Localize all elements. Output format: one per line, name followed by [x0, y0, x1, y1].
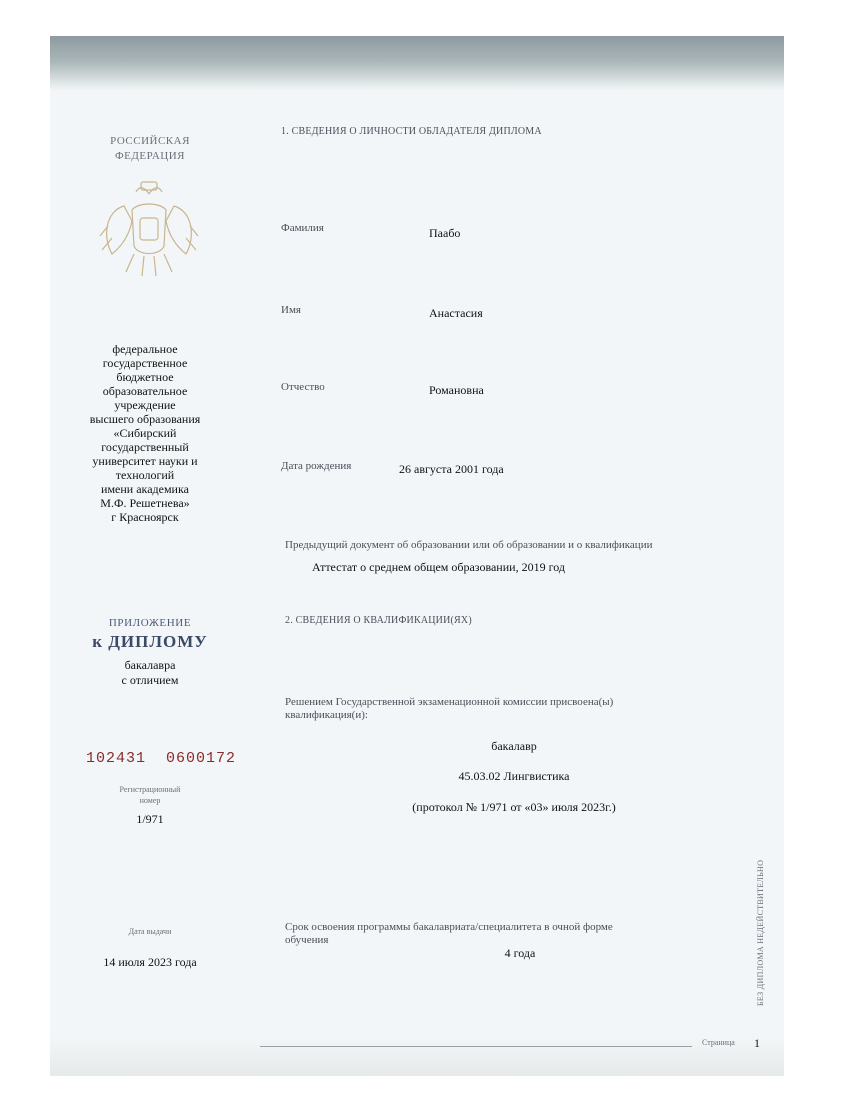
section-1-title: 1. СВЕДЕНИЯ О ЛИЧНОСТИ ОБЛАДАТЕЛЯ ДИПЛОМА: [281, 126, 542, 137]
page-label: Страница: [702, 1038, 735, 1047]
surname-value: Паабо: [429, 226, 461, 240]
study-term-label: Срок освоения программы бакалавриата/специалитета в очной форме обучения: [285, 921, 613, 946]
institution-name: федеральное государственное бюджетное образовательное учреждение высшего образования «Сибирский государственный университет науки и технологий имени академика М.Ф. Решетнева» г Красноярск: [89, 342, 201, 524]
registration-label: Регистрационный номер: [119, 785, 181, 805]
name-value: Анастасия: [429, 306, 483, 320]
footer-divider: [260, 1046, 692, 1047]
coat-of-arms-emblem: [94, 176, 204, 286]
validity-note: БЕЗ ДИПЛОМА НЕДЕЙСТВИТЕЛЬНО: [756, 859, 765, 1006]
appendix-to-diploma: к ДИПЛОМУ: [92, 632, 208, 651]
patronymic-value: Романовна: [429, 383, 484, 397]
diploma-sheet: [50, 36, 784, 1076]
patronymic-label: Отчество: [281, 381, 325, 393]
bottom-shadow: [50, 1036, 784, 1076]
degree-level: бакалавра: [124, 658, 176, 672]
section-2-title: 2. СВЕДЕНИЯ О КВАЛИФИКАЦИИ(ЯХ): [285, 615, 472, 626]
name-label: Имя: [281, 304, 301, 316]
appendix-title: ПРИЛОЖЕНИЕ: [108, 617, 192, 629]
issue-date-label: Дата выдачи: [128, 927, 172, 936]
page-number: 1: [754, 1036, 760, 1050]
top-shadow: [50, 36, 784, 91]
protocol-value: (протокол № 1/971 от «03» июля 2023г.): [412, 800, 616, 814]
previous-document-label: Предыдущий документ об образовании или об образовании и о квалификации: [285, 539, 653, 551]
program-value: 45.03.02 Лингвистика: [458, 769, 570, 783]
country-title: РОССИЙСКАЯ ФЕДЕРАЦИЯ: [110, 135, 190, 162]
previous-document-value: Аттестат о среднем общем образовании, 2019 год: [312, 560, 565, 574]
degree-honors: с отличием: [121, 673, 179, 687]
registration-number: 1/971: [136, 812, 164, 826]
serial-number: 102431 0600172: [86, 750, 237, 767]
birth-date-value: 26 августа 2001 года: [399, 462, 504, 476]
commission-decision: Решением Государственной экзаменационной комиссии присвоена(ы) квалификация(и):: [285, 696, 614, 721]
issue-date: 14 июля 2023 года: [103, 955, 197, 969]
study-term-value: 4 года: [504, 946, 536, 960]
surname-label: Фамилия: [281, 222, 324, 234]
birth-date-label: Дата рождения: [281, 460, 352, 472]
qualification-value: бакалавр: [491, 739, 537, 753]
